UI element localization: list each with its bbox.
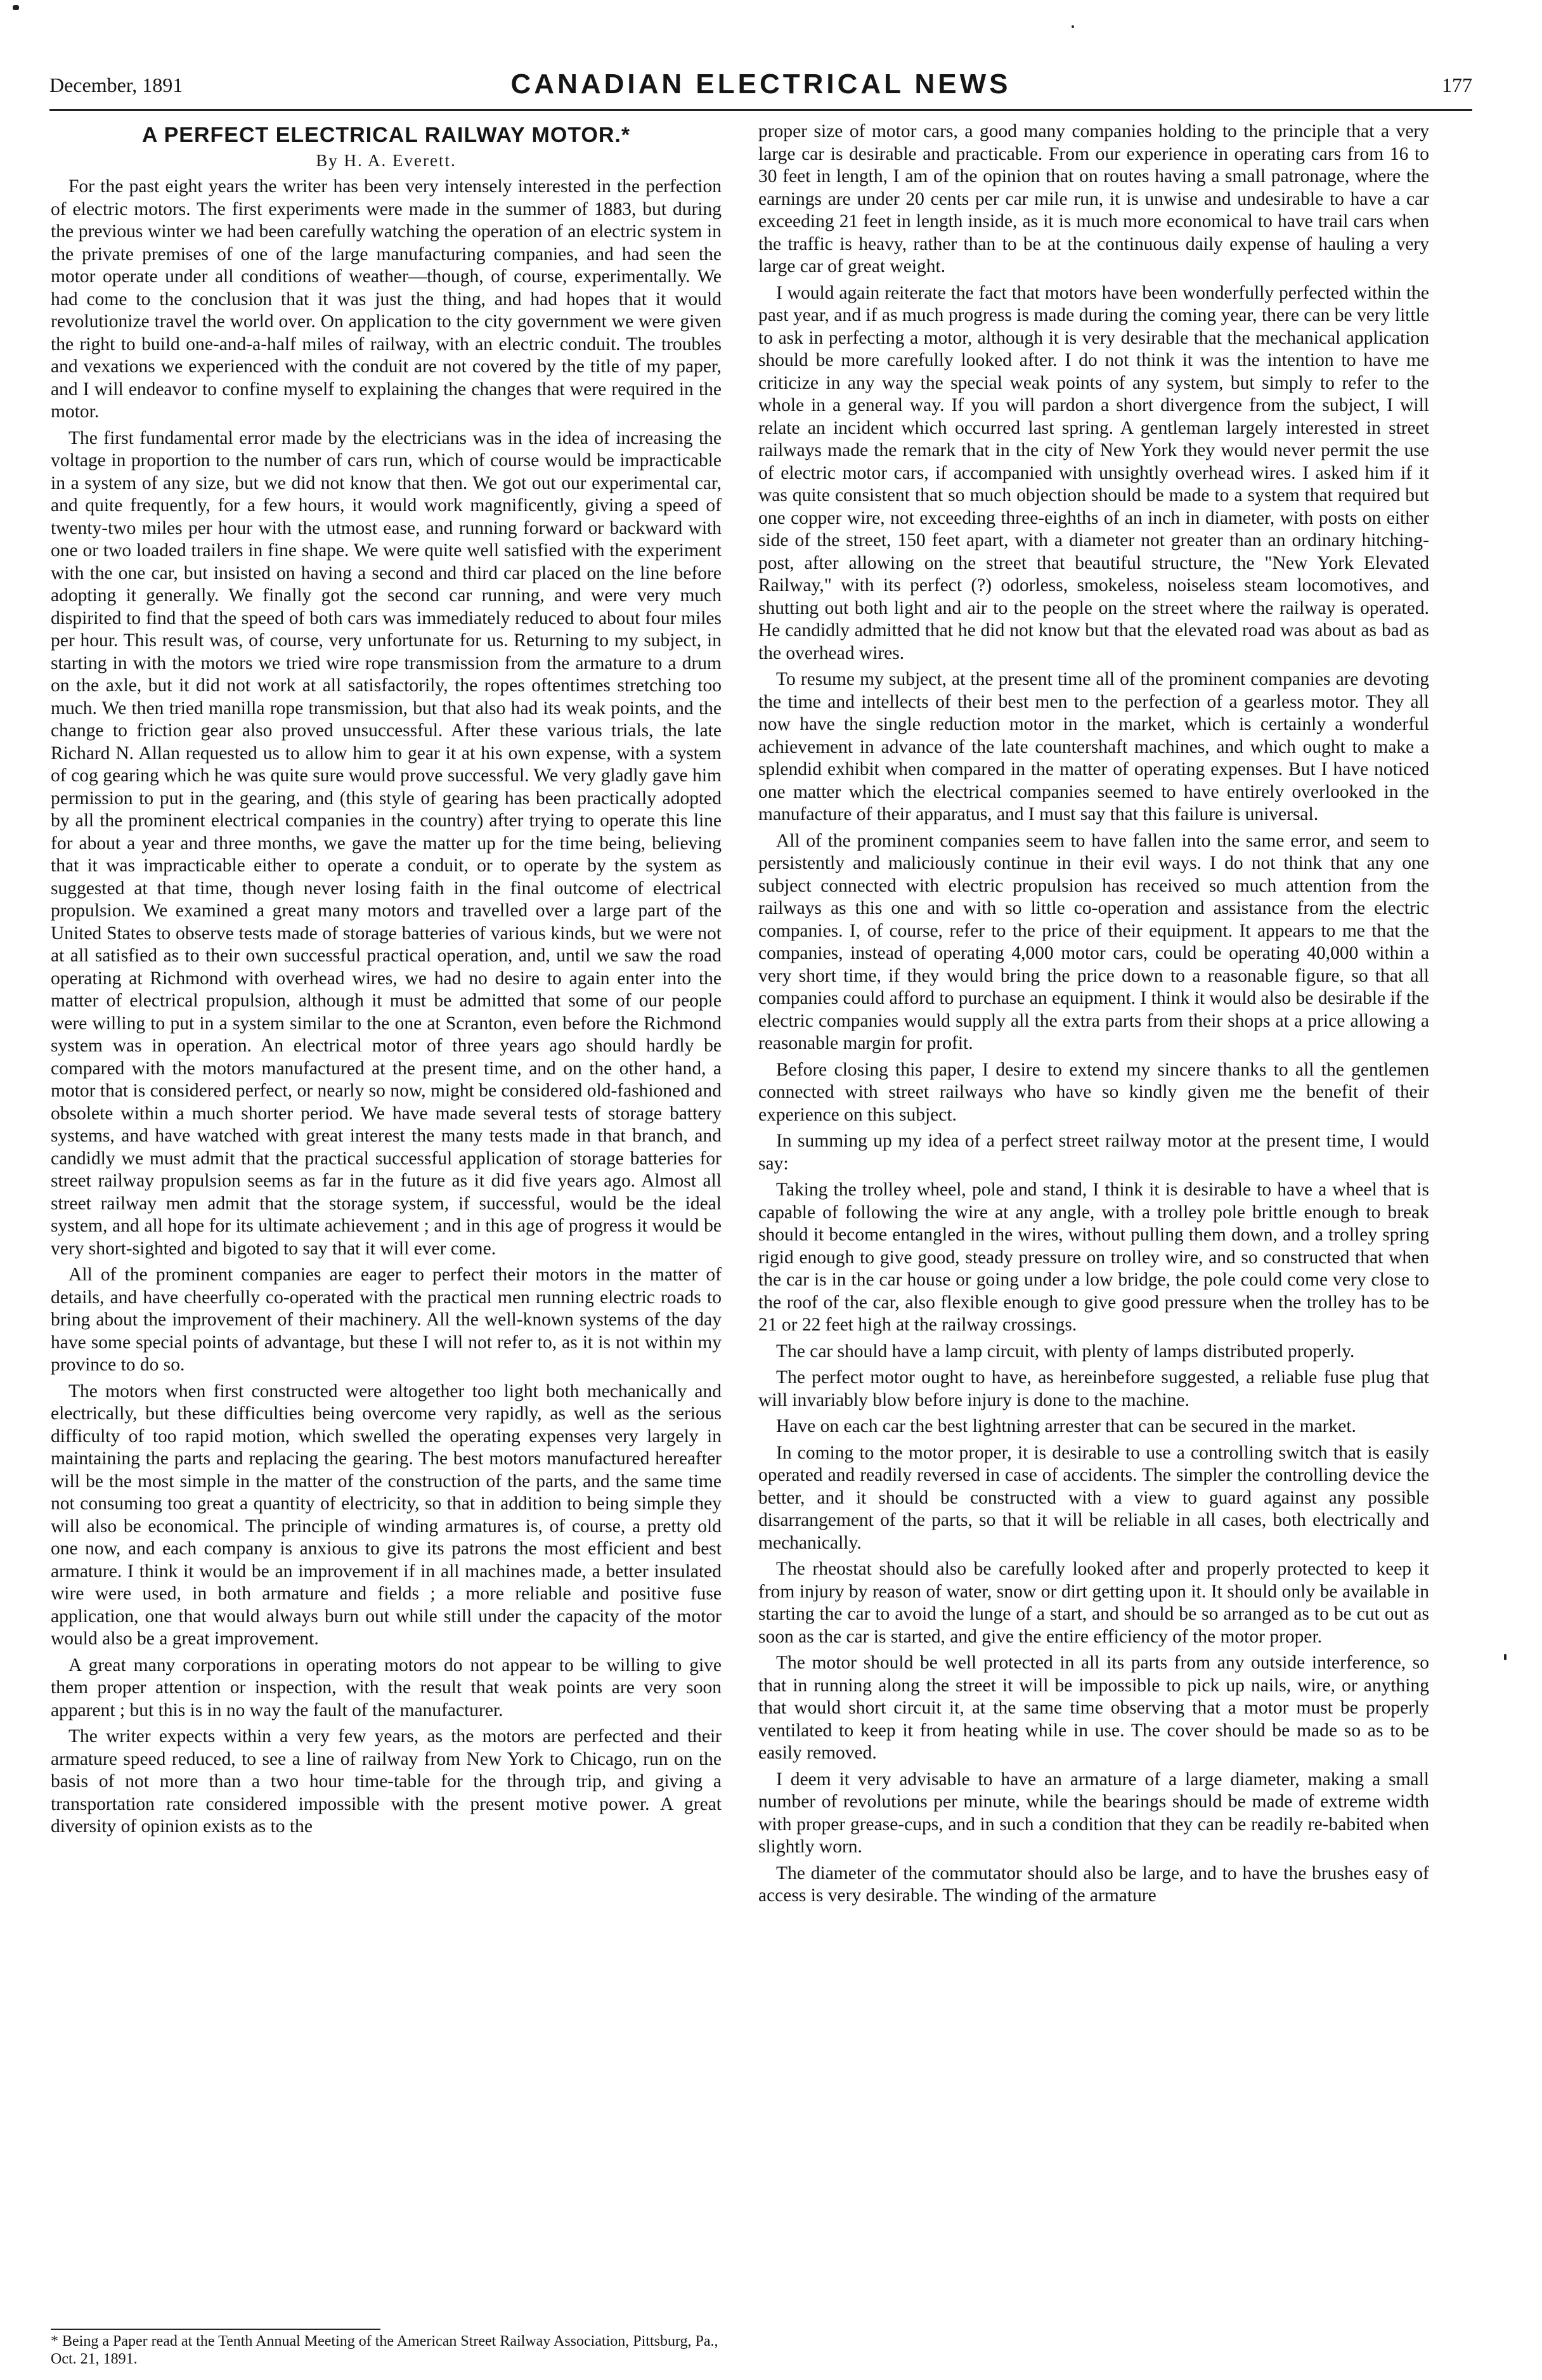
article-title: A PERFECT ELECTRICAL RAILWAY MOTOR.* bbox=[141, 123, 631, 147]
print-speck bbox=[1072, 25, 1074, 28]
right-column bbox=[758, 120, 1429, 1911]
paragraph: The diameter of the commutator should also be large, and to have the brushes easy of access is very desirable. The winding of the armature bbox=[758, 1863, 1429, 1906]
paragraph: For the past eight years the writer has been very intensely interested in the perfection of electric motors. The first experiments were made in the summer of 1883, but during the previous winter we had been carefully watching the operation of an electric system in the private premises of one of the large manufacturing companies, and had seen the motor operate under all conditions of weather—though, of course, experimentally. We had come to the conclusion that it was just the thing, and had hopes that it would revolutionize travel the world over. On application to the city government we were given the right to build one-and-a-half miles of railway, with an electric conduit. The troubles and vexations we experienced with the conduit are not covered by the title of my paper, and I will endeavor to confine myself to explaining the changes that were required in the motor. bbox=[51, 176, 722, 422]
paragraph: The first fundamental error made by the electricians was in the idea of increasing the voltage in proportion to the number of cars run, which of course would be impracticable in a system of any size, but we did not know that then. We got out our experimental car, and quite frequently, for a few hours, it would work magnificently, giving a speed of twenty-two miles per hour with the utmost ease, and running forward or backward with one or two loaded trailers in fine shape. We were quite well satisfied with the experiment with the one car, but insisted on having a second and third car placed on the line before adopting it generally. We finally got the second car running, and were very much dispirited to find that the speed of both cars was immediately reduced to about four miles per hour. This result was, of course, very unfortunate for us. Returning to my subject, in starting in with the motors we tried wire rope transmission from the armature to a drum on the axle, but it did not work at all satisfactorily, the ropes oftentimes stretching too much. We then tried manilla rope transmission, but that also had its weak points, and the change to friction gear also proved unsuccessful. After these various trials, the late Richard N. Allan requested us to allow him to gear it at his own expense, with a system of cog gearing which he was quite sure would prove successful. We very gladly gave him permission to put in the gearing, and (this style of gearing has been practically adopted by all the prominent electrical companies in the country) after trying to operate this line for about a year and three months, we gave the matter up for the time being, believing that it was impracticable either to operate a conduit, or to operate by the system as suggested at that time, though never losing faith in the final outcome of electrical propulsion. We examined a great many motors and travelled over a large part of the United States to observe tests made of storage batteries of various kinds, but we were not at all satisfied as to their own successful practical operation, and, until we saw the road operating at Richmond with overhead wires, we had no desire to again enter into the matter of electrical propulsion, although it must be admitted that some of our people were willing to put in a system similar to the one at Scranton, even before the Richmond system was in operation. An electrical motor of three years ago should hardly be compared with the motors manufactured at the present time, and on the other hand, a motor that is considered perfect, or nearly so now, might be considered old-fashioned and obsolete within a much shorter period. We have made several tests of storage battery systems, and have watched with great interest the many tests made in that branch, and candidly we must admit that the practical successful application of storage batteries for street railway propulsion seems as far in the future as it did five years ago. Almost all street railway men admit that the storage system, if successful, would be the ideal system, and all hope for its ultimate achievement ; and in this age of progress it would be very short-sighted and bigoted to say that it will ever come. bbox=[51, 427, 722, 1259]
paragraph: In coming to the motor proper, it is desirable to use a controlling switch that is easily operated and readily reversed in case of accidents. The simpler the controlling device the better, and it should be constructed with a view to guard against any possible disarrangement of the parts, so that it will be reliable in all cases, both electrically and mechanically. bbox=[758, 1442, 1429, 1553]
footnote-rule bbox=[51, 2329, 380, 2330]
paragraph: In summing up my idea of a perfect street railway motor at the present time, I would say: bbox=[758, 1131, 1429, 1174]
paragraph: All of the prominent companies are eager to perfect their motors in the matter of details, and have cheerfully co-operated with the practical men running electric roads to bring about the improvement of their machinery. All the well-known systems of the day have some special points of advantage, but these I will not refer to, as it is not within my province to do so. bbox=[51, 1265, 722, 1375]
paragraph: I deem it very advisable to have an armature of a large diameter, making a small number of revolutions per minute, while the bearings should be made of extreme width with proper grease-cups, and in such a condition that they can be readily re-babited when slightly worn. bbox=[758, 1769, 1429, 1857]
footnote: * Being a Paper read at the Tenth Annual Meeting of the American Street Railway Association, Pittsburg, Pa., Oct. 21, 1891. bbox=[51, 2333, 718, 2367]
page-number: 177 bbox=[1442, 74, 1472, 96]
issue-date: December, 1891 bbox=[49, 74, 183, 96]
article-byline: By H. A. Everett. bbox=[316, 150, 457, 170]
paragraph: I would again reiterate the fact that motors have been wonderfully perfected within the past year, and if as much progress is made during the coming year, there can be very little to ask in perfecting a motor, although it is very desirable that the mechanical application should be more carefully looked after. I do not think it was the intention to have me criticize in any way the special weak points of any system, but simply to refer to the whole in a general way. If you will pardon a short divergence from the subject, I will relate an incident which occurred last spring. A gentleman largely interested in street railways made the remark that in the city of New York they would never permit the use of electric motor cars, if accompanied with unsightly overhead wires. I asked him if it was quite consistent that so much objection should be made to a system that required but one copper wire, not exceeding three-eighths of an inch in diameter, with posts on either side of the street, 150 feet apart, with a diameter not greater than an ordinary hitching-post, after allowing on the street that beautiful structure, the "New York Elevated Railway," with its perfect (?) odorless, smokeless, noiseless steam locomotives, and shutting out both light and air to the people on the street where the railway is operated. He candidly admitted that he did not know but that the elevated road was about as bad as the overhead wires. bbox=[758, 282, 1429, 663]
paragraph: proper size of motor cars, a good many companies holding to the principle that a very large car is desirable and practicable. From our experience in operating cars from 16 to 30 feet in length, I am of the opinion that on routes having a small patronage, where the earnings are under 20 cents per car mile run, it is unwise and undesirable to have a car exceeding 21 feet in length inside, as it is much more economical to have trail cars when the traffic is heavy, rather than to be at the continuous daily expense of hauling a very large car of great weight. bbox=[758, 121, 1429, 276]
print-speck bbox=[1504, 1654, 1506, 1660]
paragraph: The car should have a lamp circuit, with plenty of lamps distributed properly. bbox=[776, 1341, 1355, 1362]
paragraph: The perfect motor ought to have, as hereinbefore suggested, a reliable fuse plug that will invariably blow before injury is done to the machine. bbox=[758, 1367, 1429, 1410]
paragraph: Taking the trolley wheel, pole and stand, I think it is desirable to have a wheel that is capable of following the wire at any angle, with a trolley pole brittle enough to break should it become entangled in the wires, without pulling them down, and a trolley spring rigid enough to give good, steady pressure on trolley wire, and so constructed that when the car is in the car house or going under a low bridge, the pole could come very close to the roof of the car, also flexible enough to give good pressure when the trolley has to be 21 or 22 feet high at the railway crossings. bbox=[758, 1180, 1429, 1335]
paragraph: A great many corporations in operating motors do not appear to be willing to give them proper attention or inspection, with the result that weak points are very soon apparent ; but this is in no way the fault of the manufacturer. bbox=[51, 1655, 722, 1720]
header-rule bbox=[49, 109, 1472, 111]
print-speck bbox=[13, 5, 19, 10]
paragraph: Have on each car the best lightning arrester that can be secured in the market. bbox=[776, 1416, 1356, 1436]
paragraph: All of the prominent companies seem to have fallen into the same error, and seem to persistently and maliciously continue in their evil ways. I do not think that any one subject connected with electric propulsion has received so much attention from the railways as this one and with so little co-operation and assistance from the electric companies. I, of course, refer to the price of their equipment. It appears to me that the companies, instead of operating 4,000 motor cars, could be operating 40,000 within a very short time, if they would bring the price down to a reasonable figure, so that all companies could afford to purchase an equipment. I think it would also be desirable if the electric companies would supply all the extra parts from their shops at a price allowing a reasonable margin for profit. bbox=[758, 830, 1429, 1053]
paragraph: Before closing this paper, I desire to extend my sincere thanks to all the gentlemen connected with street railways who have so kindly given me the benefit of their experience on this subject. bbox=[758, 1059, 1429, 1125]
masthead: CANADIAN ELECTRICAL NEWS bbox=[510, 68, 1011, 100]
paragraph: The rheostat should also be carefully looked after and properly protected to keep it from injury by reason of water, snow or dirt getting upon it. It should only be available in starting the car to avoid the lunge of a start, and should be so arranged as to be cut out as soon as the car is started, and give the entire efficiency of the motor proper. bbox=[758, 1559, 1429, 1647]
paragraph: The motors when first constructed were altogether too light both mechanically and electrically, but these difficulties being overcome very rapidly, as well as the serious difficulty of too rapid motion, which swelled the operating expenses very largely in maintaining the parts and replacing the gearing. The best motors manufactured hereafter will be the most simple in the matter of the construction of the parts, and the same time not consuming too great a quantity of electricity, so that in addition to being simple they will also be economical. The principle of winding armatures is, of course, a pretty old one now, and each company is anxious to give its patrons the most efficient and best armature. I think it would be an improvement if in all machines made, a better insulated wire were used, in both armature and fields ; a more reliable and positive fuse application, one that would always burn out while still under the capacity of the motor would also be a great improvement. bbox=[51, 1381, 722, 1649]
paragraph: The writer expects within a very few years, as the motors are perfected and their armature speed reduced, to see a line of railway from New York to Chicago, run on the basis of not more than a two hour time-table for the through trip, and giving a transportation rate considered impossible with the present motive power. A great diversity of opinion exists as to the bbox=[51, 1726, 722, 1837]
paragraph: To resume my subject, at the present time all of the prominent companies are devoting the time and intellects of their best men to the perfection of a gearless motor. They all now have the single reduction motor in the market, which is certainly a wonderful achievement in advance of the late countershaft machines, and which ought to make a splendid exhibit when compared in the matter of operating expenses. But I have noticed one matter which the electrical companies seemed to have entirely overlooked in the manufacture of their apparatus, and I must say that this failure is universal. bbox=[758, 669, 1429, 824]
left-column bbox=[51, 120, 722, 1842]
paragraph: The motor should be well protected in all its parts from any outside interference, so that in running along the street it will be impossible to pick up nails, wire, or anything that would short circuit it, at the same time observing that a motor must be properly ventilated to keep it from heating while in use. The cover should be made so as to be easily removed. bbox=[758, 1653, 1429, 1763]
page-header bbox=[49, 68, 1472, 113]
